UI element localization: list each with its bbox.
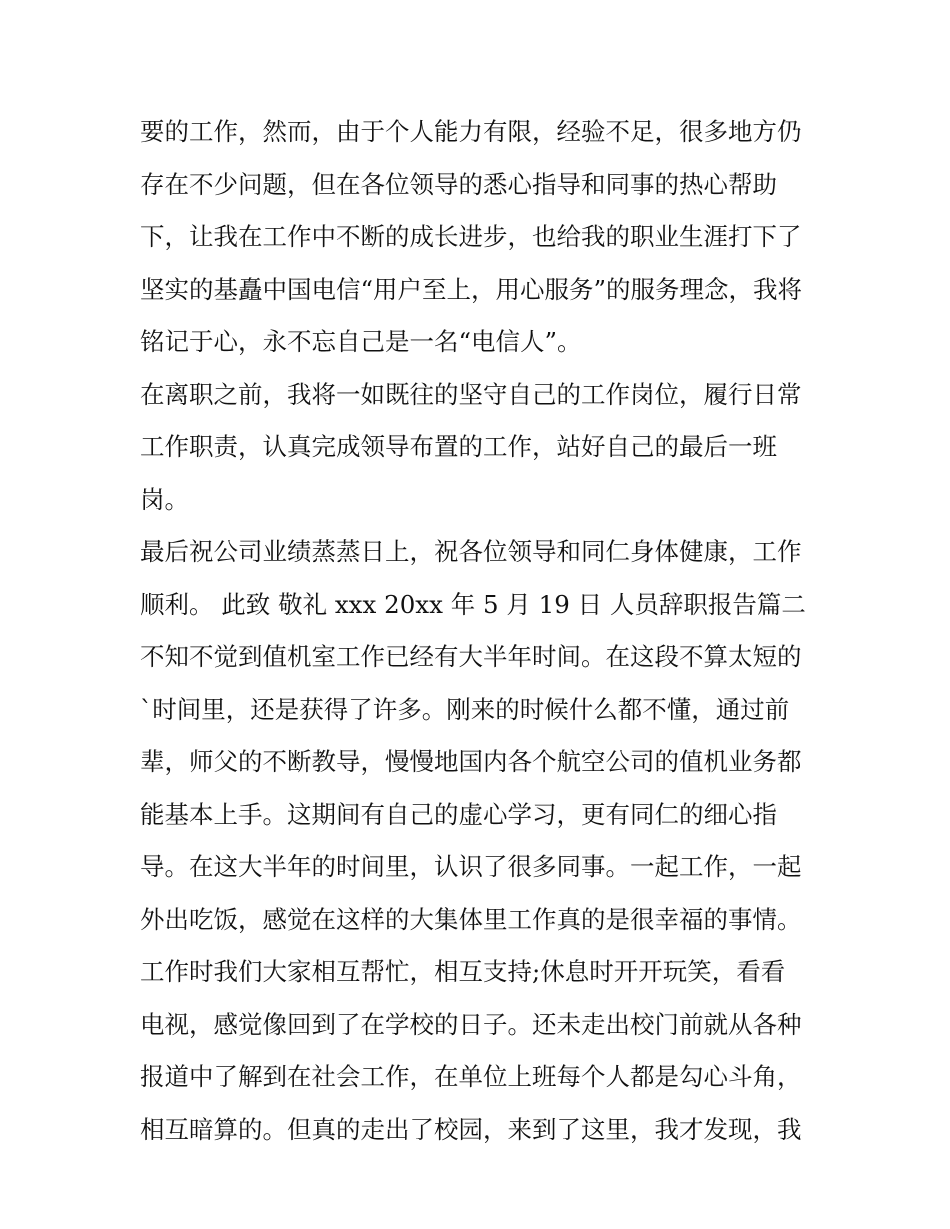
text-line: 不知不觉到值机室工作已经有大半年时间。在这段不算太短的 bbox=[140, 642, 802, 671]
text-line: 工作时我们大家相互帮忙，相互支持;休息时开开玩笑，看看 bbox=[140, 957, 786, 986]
body-text bbox=[140, 106, 830, 1156]
text-line: 顺利。 此致 敬礼 xxx 20xx 年 5 月 19 日 人员辞职报告篇二 bbox=[140, 589, 806, 619]
text-line: 能基本上手。这期间有自己的虚心学习，更有同仁的细心指 bbox=[140, 799, 777, 829]
text-line: 电视，感觉像回到了在学校的日子。还未走出校门前就从各种 bbox=[140, 1009, 802, 1039]
text-line: 岗。 bbox=[140, 484, 189, 514]
text-line: `时间里，还是获得了许多。刚来的时候什么都不懂，通过前 bbox=[140, 694, 790, 724]
text-line: 铭记于心，永不忘自己是一名“电信人”。 bbox=[140, 327, 582, 356]
text-line: 坚实的基矗中国电信“用户至上，用心服务”的服务理念，我将 bbox=[140, 274, 803, 304]
text-line: 相互暗算的。但真的走出了校园，来到了这里，我才发现，我 bbox=[140, 1114, 802, 1144]
text-line: 存在不少问题，但在各位领导的悉心指导和同事的热心帮助 bbox=[140, 169, 777, 199]
text-line: 工作职责，认真完成领导布置的工作，站好自己的最后一班 bbox=[140, 432, 777, 461]
text-line: 下，让我在工作中不断的成长进步，也给我的职业生涯打下了 bbox=[140, 222, 802, 251]
text-line: 要的工作，然而，由于个人能力有限，经验不足，很多地方仍 bbox=[140, 117, 802, 146]
text-line: 在离职之前，我将一如既往的坚守自己的工作岗位，履行日常 bbox=[140, 379, 802, 409]
text-line: 最后祝公司业绩蒸蒸日上，祝各位领导和同仁身体健康，工作 bbox=[140, 537, 802, 566]
text-line: 报道中了解到在社会工作，在单位上班每个人都是勾心斗角， bbox=[140, 1062, 802, 1091]
text-line: 辈，师父的不断教导，慢慢地国内各个航空公司的值机业务都 bbox=[140, 747, 802, 776]
text-line: 外出吃饭，感觉在这样的大集体里工作真的是很幸福的事情。 bbox=[140, 904, 802, 934]
text-line: 导。在这大半年的时间里，认识了很多同事。一起工作，一起 bbox=[140, 852, 802, 881]
